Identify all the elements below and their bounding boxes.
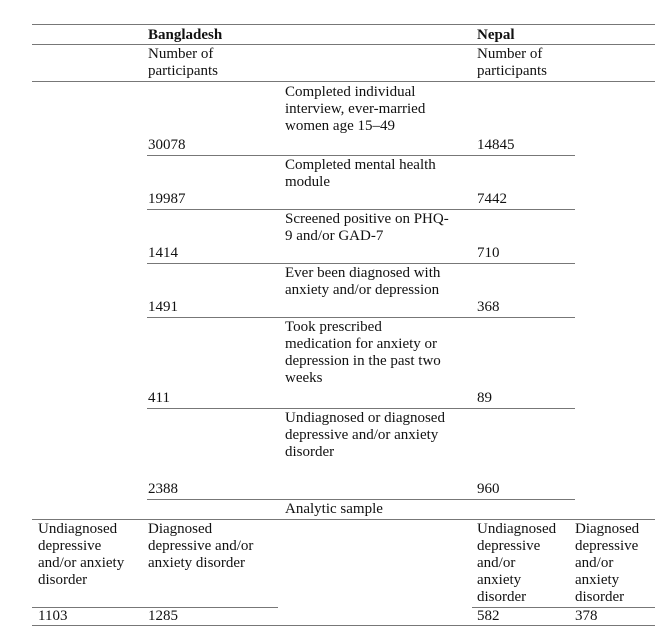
np-undiag-label: Undiagnosed depressive and/or anxiety disorder	[477, 521, 557, 605]
step-label: Completed individual interview, ever-married women age 15–49	[285, 84, 426, 134]
bd-undiag-count: 1103	[38, 608, 68, 624]
step-label: Ever been diagnosed with anxiety and/or depression	[285, 265, 441, 298]
step-bd: 2388	[148, 481, 178, 497]
step-bd: 19987	[148, 191, 186, 207]
bd-diag-label: Diagnosed depressive and/or anxiety disorder	[148, 521, 254, 571]
rule	[147, 209, 575, 210]
header-nepal: Nepal	[477, 27, 515, 43]
step-bd: 411	[148, 390, 170, 406]
rule	[147, 155, 575, 156]
step-label: Undiagnosed or diagnosed depressive and/or anxiety disorder	[285, 410, 445, 460]
rule	[147, 317, 575, 318]
step-np: 710	[477, 245, 500, 261]
rule	[147, 263, 575, 264]
step-label: Completed mental health module	[285, 157, 436, 190]
rule	[32, 519, 655, 520]
count-label-np: Number of participants	[477, 46, 547, 79]
step-bd: 1491	[148, 299, 178, 315]
step-np: 7442	[477, 191, 507, 207]
rule	[32, 81, 655, 82]
step-label: Screened positive on PHQ- 9 and/or GAD-7	[285, 211, 449, 244]
step-bd: 30078	[148, 137, 186, 153]
rule	[32, 44, 655, 45]
np-undiag-count: 582	[477, 608, 500, 624]
bd-diag-count: 1285	[148, 608, 178, 624]
step-label: Took prescribed medication for anxiety or depression in the past two weeks	[285, 319, 441, 386]
count-label-bd: Number of participants	[148, 46, 218, 79]
step-np: 89	[477, 390, 492, 406]
rule	[32, 24, 655, 25]
header-bangladesh: Bangladesh	[148, 27, 223, 43]
rule	[32, 625, 655, 626]
rule	[147, 408, 575, 409]
step-np: 14845	[477, 137, 515, 153]
np-diag-count: 378	[575, 608, 598, 624]
step-np: 960	[477, 481, 500, 497]
step-np: 368	[477, 299, 500, 315]
rule	[147, 499, 575, 500]
np-diag-label: Diagnosed depressive and/or anxiety disorder	[575, 521, 640, 605]
step-bd: 1414	[148, 245, 178, 261]
analytic-sample-label: Analytic sample	[285, 501, 383, 517]
bd-undiag-label: Undiagnosed depressive and/or anxiety disorder	[38, 521, 125, 588]
